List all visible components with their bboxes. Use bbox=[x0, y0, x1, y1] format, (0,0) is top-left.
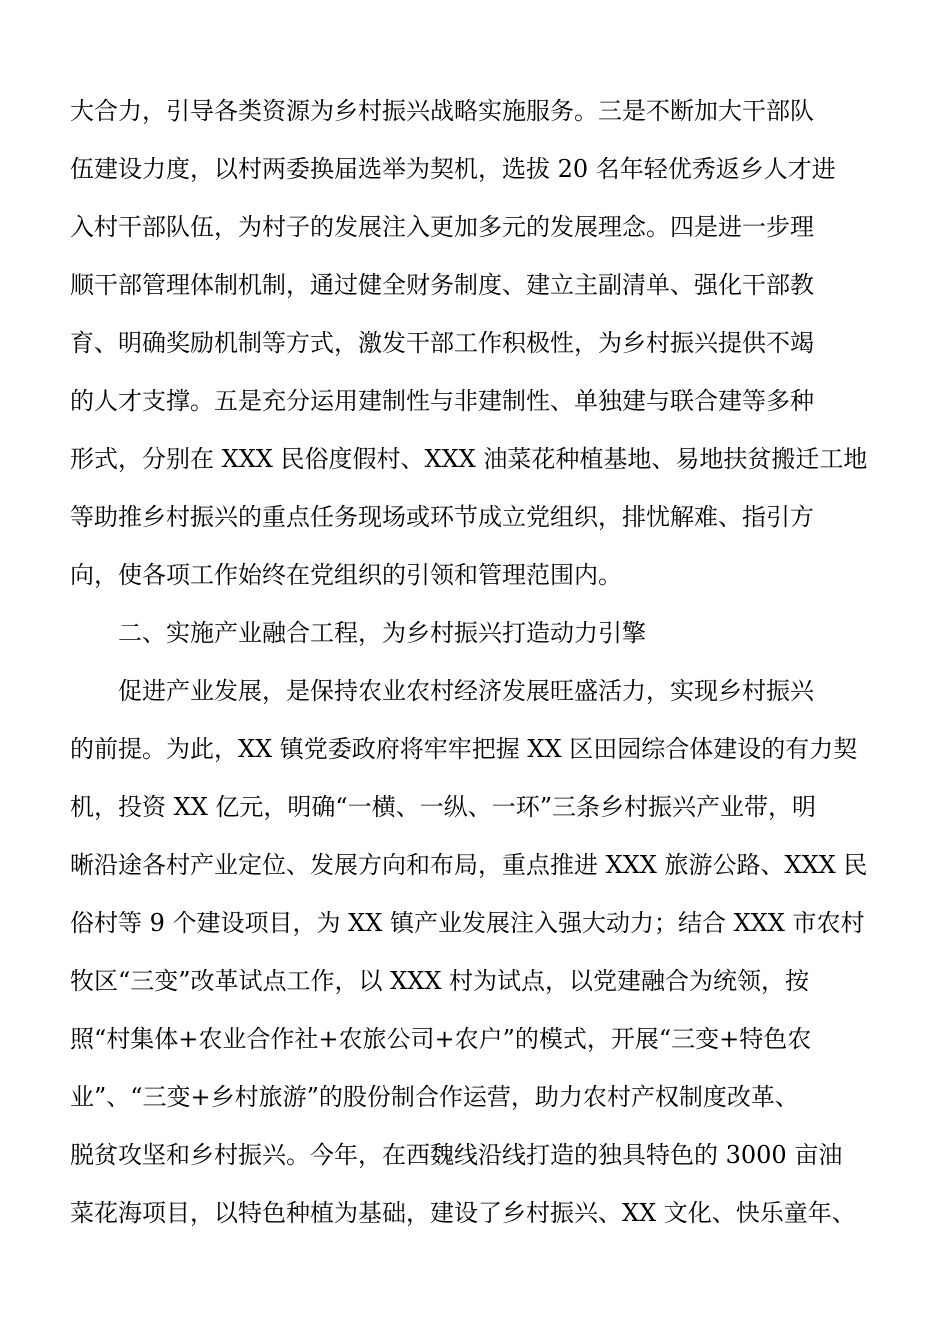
text-line: 促进产业发展，是保持农业农村经济发展旺盛活力，实现乡村振兴 bbox=[70, 677, 814, 705]
text-line: 大合力，引导各类资源为乡村振兴战略实施服务。三是不断加大干部队 bbox=[70, 97, 814, 125]
text-line: 形式，分别在 XXX 民俗度假村、XXX 油菜花种植基地、易地扶贫搬迁工地 bbox=[70, 445, 868, 473]
text-line: 菜花海项目，以特色种植为基础，建设了乡村振兴、XX 文化、快乐童年、 bbox=[70, 1199, 856, 1227]
text-line: 的人才支撑。五是充分运用建制性与非建制性、单独建与联合建等多种 bbox=[70, 387, 814, 415]
text-line: 业”、“三变+乡村旅游”的股份制合作运营，助力农村产权制度改革、 bbox=[70, 1083, 799, 1111]
text-line: 向，使各项工作始终在党组织的引领和管理范围内。 bbox=[70, 561, 622, 589]
text-line: 伍建设力度，以村两委换届选举为契机，选拔 20 名年轻优秀返乡人才进 bbox=[70, 155, 836, 183]
text-line: 机，投资 XX 亿元，明确“一横、一纵、一环”三条乡村振兴产业带，明 bbox=[70, 793, 816, 821]
text-line: 牧区“三变”改革试点工作，以 XXX 村为试点，以党建融合为统领，按 bbox=[70, 967, 810, 995]
text-line: 的前提。为此，XX 镇党委政府将牢牢把握 XX 区田园综合体建设的有力契 bbox=[70, 735, 858, 763]
section-heading: 二、实施产业融合工程，为乡村振兴打造动力引擎 bbox=[70, 619, 646, 647]
text-line: 入村干部队伍，为村子的发展注入更加多元的发展理念。四是进一步理 bbox=[70, 213, 814, 241]
text-line: 照“村集体+农业合作社+农旅公司+农户”的模式，开展“三变+特色农 bbox=[70, 1025, 812, 1053]
text-line: 脱贫攻坚和乡村振兴。今年，在西魏线沿线打造的独具特色的 3000 亩油 bbox=[70, 1141, 843, 1169]
text-line: 晰沿途各村产业定位、发展方向和布局，重点推进 XXX 旅游公路、XXX 民 bbox=[70, 851, 868, 879]
body-text bbox=[70, 82, 885, 1242]
text-line: 等助推乡村振兴的重点任务现场或环节成立党组织，排忧解难、指引方 bbox=[70, 503, 814, 531]
text-line: 俗村等 9 个建设项目，为 XX 镇产业发展注入强大动力；结合 XXX 市农村 bbox=[70, 909, 865, 937]
text-line: 育、明确奖励机制等方式，激发干部工作积极性，为乡村振兴提供不竭 bbox=[70, 329, 814, 357]
text-line: 顺干部管理体制机制，通过健全财务制度、建立主副清单、强化干部教 bbox=[70, 271, 814, 299]
